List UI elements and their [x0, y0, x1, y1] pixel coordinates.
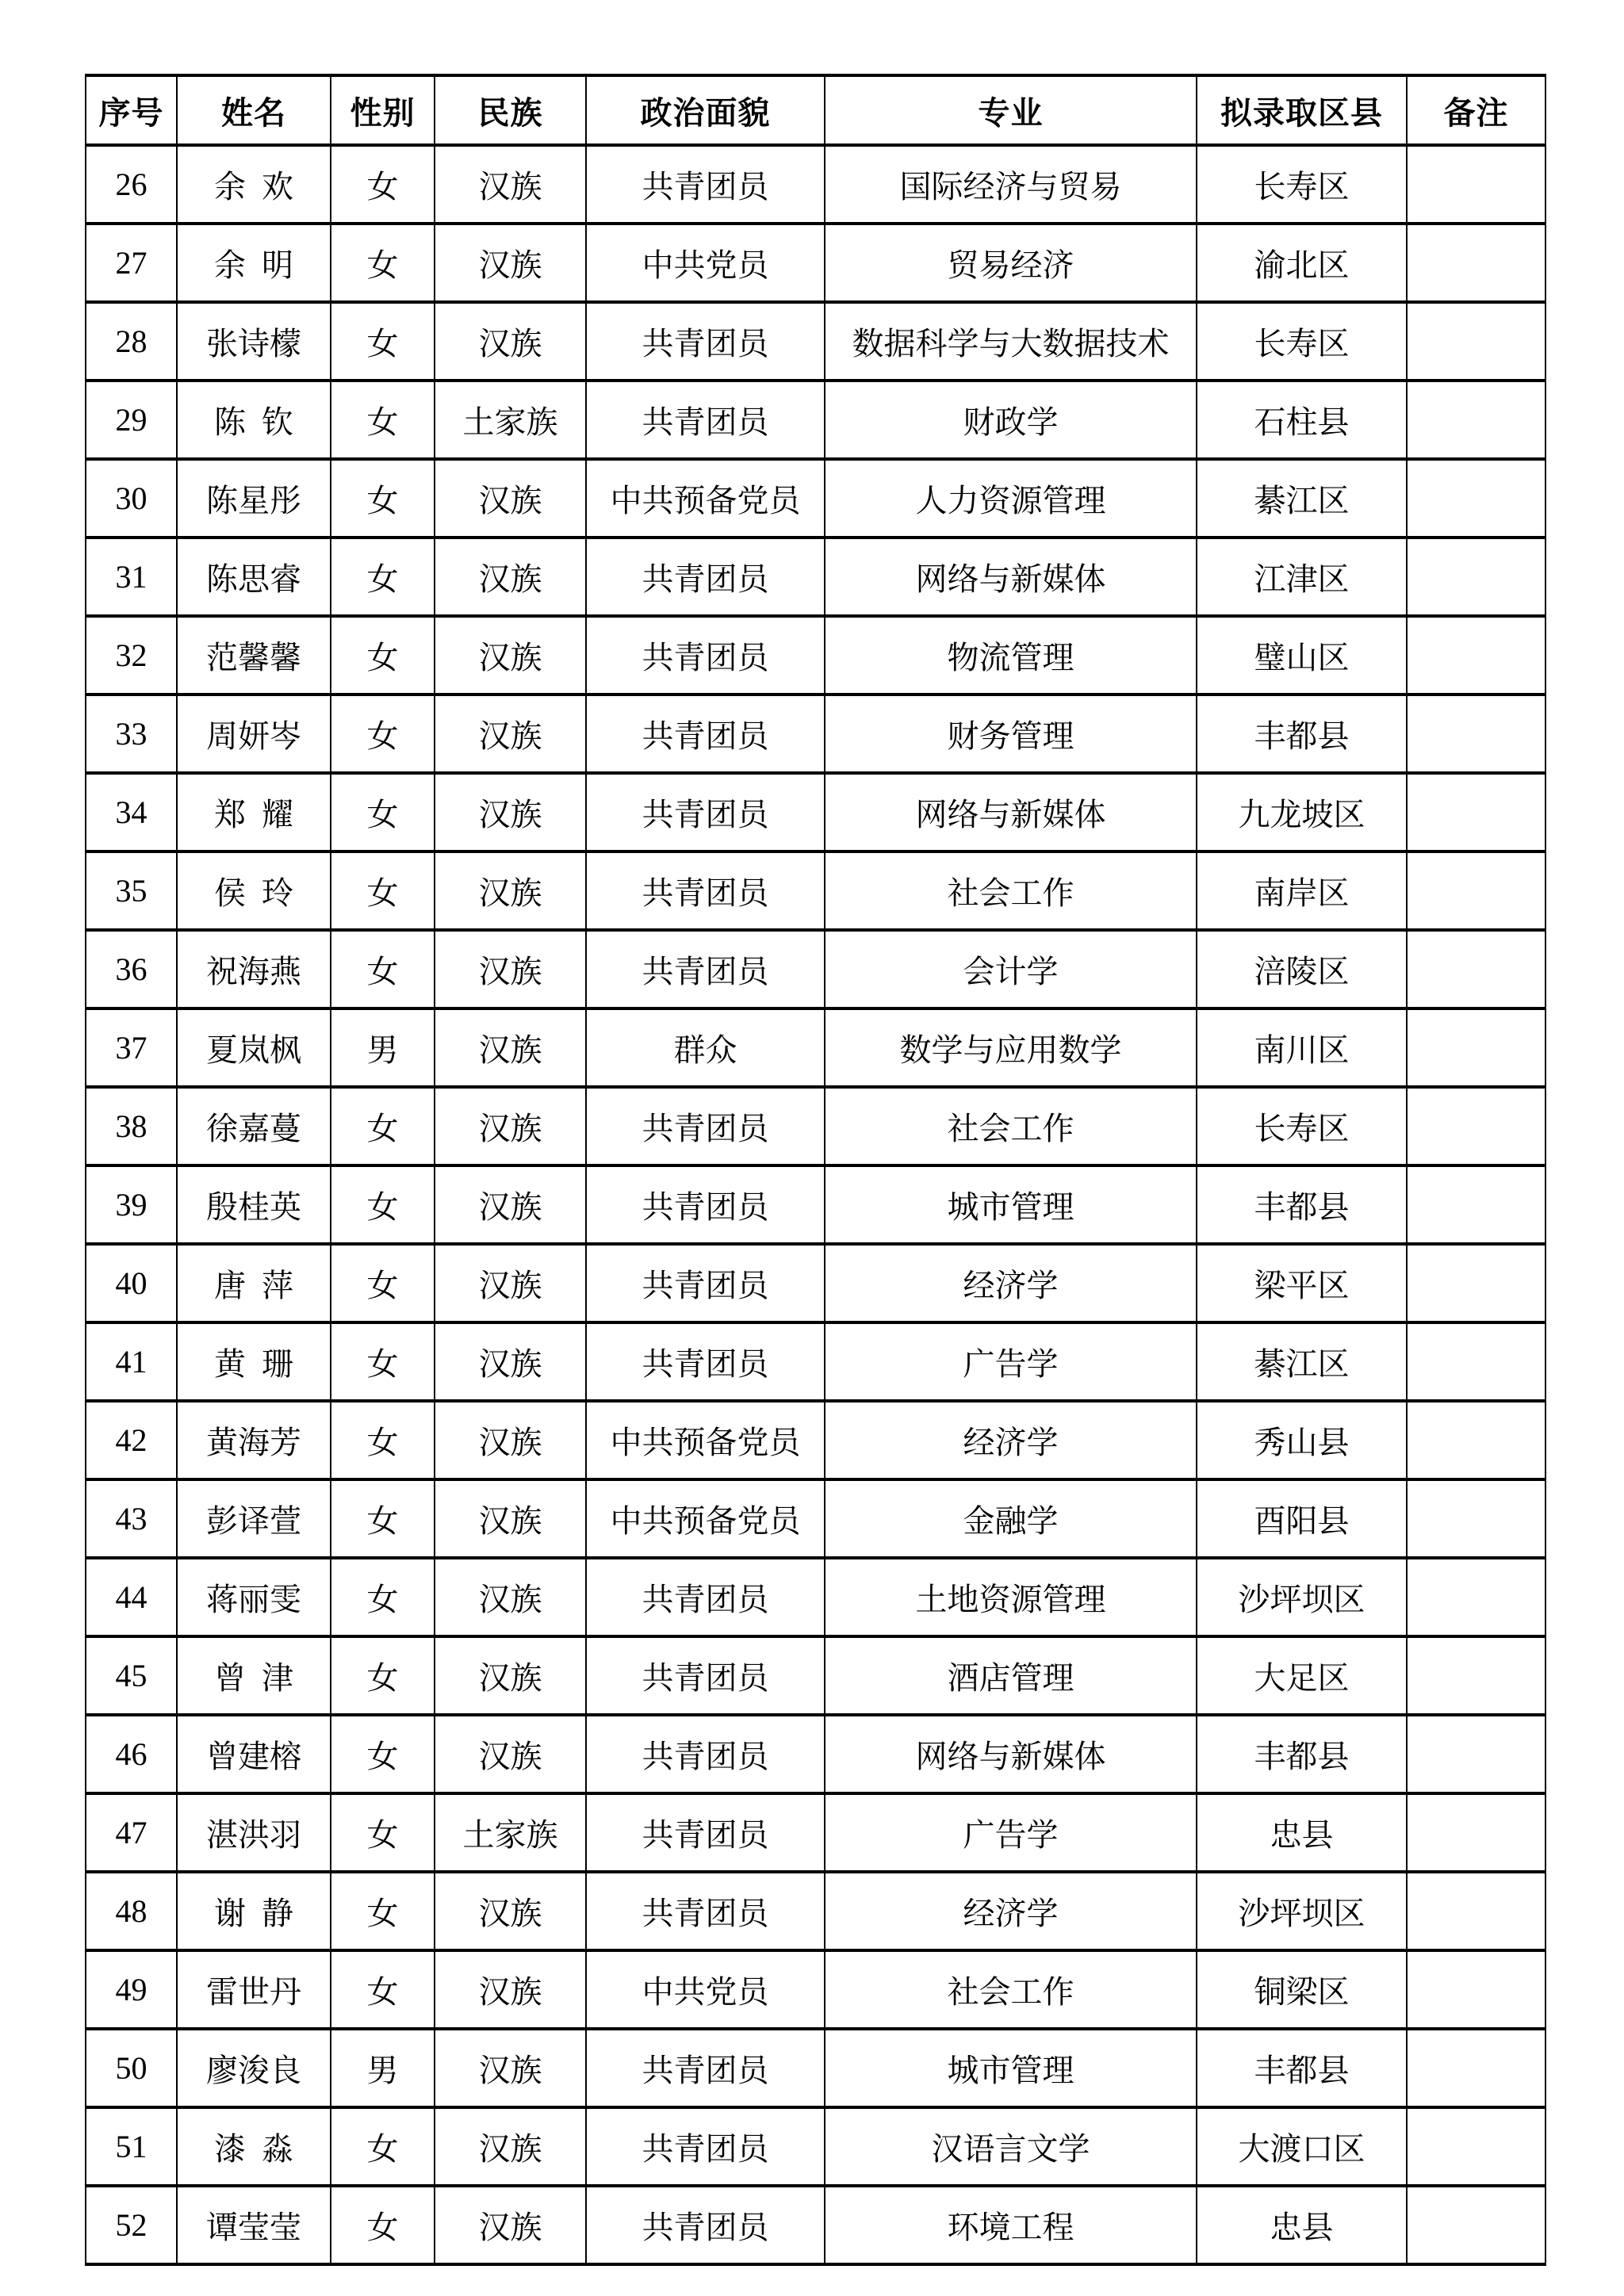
- table-cell: 26: [86, 145, 177, 224]
- table-cell: 汉族: [435, 1872, 586, 1950]
- table-cell: 殷桂英: [177, 1165, 331, 1244]
- table-row: [86, 1872, 1545, 1950]
- table-cell: 46: [86, 1715, 177, 1793]
- table-cell: 汉族: [435, 2029, 586, 2107]
- table-cell: 47: [86, 1793, 177, 1872]
- table-cell: 汉语言文学: [825, 2107, 1197, 2186]
- table-cell: [1407, 381, 1545, 459]
- table-cell: 忠县: [1197, 2186, 1407, 2264]
- table-cell: 南岸区: [1197, 851, 1407, 930]
- header-cell: 姓名: [177, 75, 331, 145]
- table-cell: 丰都县: [1197, 2029, 1407, 2107]
- table-cell: 38: [86, 1087, 177, 1165]
- table-cell: 城市管理: [825, 2029, 1197, 2107]
- table-header: [86, 75, 1545, 145]
- table-cell: 女: [331, 459, 435, 538]
- table-cell: 29: [86, 381, 177, 459]
- table-cell: [1407, 773, 1545, 851]
- table-cell: 共青团员: [586, 930, 825, 1008]
- header-cell: 备注: [1407, 75, 1545, 145]
- table-cell: 女: [331, 538, 435, 616]
- table-row: [86, 695, 1545, 773]
- table-cell: 汉族: [435, 1401, 586, 1479]
- table-cell: 陈思睿: [177, 538, 331, 616]
- table-cell: [1407, 1165, 1545, 1244]
- table-cell: 女: [331, 773, 435, 851]
- table-cell: 50: [86, 2029, 177, 2107]
- table-cell: 郑 耀: [177, 773, 331, 851]
- table-cell: 广告学: [825, 1322, 1197, 1401]
- table-cell: 数学与应用数学: [825, 1008, 1197, 1087]
- table-row: [86, 1715, 1545, 1793]
- admission-table: [85, 74, 1546, 2266]
- table-cell: 綦江区: [1197, 1322, 1407, 1401]
- table-cell: 湛洪羽: [177, 1793, 331, 1872]
- table-row: [86, 1008, 1545, 1087]
- table-cell: 女: [331, 1872, 435, 1950]
- table-cell: 女: [331, 616, 435, 695]
- table-cell: 陈星彤: [177, 459, 331, 538]
- table-cell: 44: [86, 1558, 177, 1636]
- table-row: [86, 2186, 1545, 2264]
- table-cell: 梁平区: [1197, 1244, 1407, 1322]
- table-cell: 曾 津: [177, 1636, 331, 1715]
- table-cell: 周妍岑: [177, 695, 331, 773]
- table-cell: [1407, 302, 1545, 381]
- header-cell: 民族: [435, 75, 586, 145]
- table-cell: 物流管理: [825, 616, 1197, 695]
- table-cell: 渝北区: [1197, 224, 1407, 302]
- table-cell: 忠县: [1197, 1793, 1407, 1872]
- table-cell: 经济学: [825, 1872, 1197, 1950]
- table-cell: 共青团员: [586, 2186, 825, 2264]
- table-cell: 汉族: [435, 1479, 586, 1558]
- table-cell: [1407, 616, 1545, 695]
- table-cell: [1407, 145, 1545, 224]
- table-cell: 城市管理: [825, 1165, 1197, 1244]
- table-cell: 共青团员: [586, 538, 825, 616]
- table-cell: [1407, 1244, 1545, 1322]
- table-cell: 彭译萱: [177, 1479, 331, 1558]
- table-cell: 37: [86, 1008, 177, 1087]
- table-cell: 大足区: [1197, 1636, 1407, 1715]
- table-cell: 经济学: [825, 1244, 1197, 1322]
- table-cell: 51: [86, 2107, 177, 2186]
- table-cell: 共青团员: [586, 851, 825, 930]
- header-cell: 序号: [86, 75, 177, 145]
- table-cell: 金融学: [825, 1479, 1197, 1558]
- table-cell: 女: [331, 1479, 435, 1558]
- table-cell: [1407, 1793, 1545, 1872]
- table-cell: 中共预备党员: [586, 1479, 825, 1558]
- table-cell: 徐嘉蔓: [177, 1087, 331, 1165]
- table-row: [86, 224, 1545, 302]
- table-cell: 中共党员: [586, 224, 825, 302]
- table-cell: 网络与新媒体: [825, 773, 1197, 851]
- table-cell: 42: [86, 1401, 177, 1479]
- table-cell: [1407, 1322, 1545, 1401]
- table-row: [86, 773, 1545, 851]
- table-cell: 汉族: [435, 1008, 586, 1087]
- table-row: [86, 538, 1545, 616]
- table-cell: 49: [86, 1950, 177, 2029]
- table-cell: [1407, 851, 1545, 930]
- table-cell: 大渡口区: [1197, 2107, 1407, 2186]
- table-cell: 陈 钦: [177, 381, 331, 459]
- table-cell: 女: [331, 1715, 435, 1793]
- table-cell: 汉族: [435, 1322, 586, 1401]
- table-cell: 39: [86, 1165, 177, 1244]
- table-cell: 30: [86, 459, 177, 538]
- table-cell: 45: [86, 1636, 177, 1715]
- table-cell: 璧山区: [1197, 616, 1407, 695]
- table-cell: 48: [86, 1872, 177, 1950]
- table-cell: 女: [331, 851, 435, 930]
- table-cell: 女: [331, 1950, 435, 2029]
- table-cell: 汉族: [435, 2107, 586, 2186]
- table-cell: 共青团员: [586, 1165, 825, 1244]
- table-cell: [1407, 1401, 1545, 1479]
- table-row: [86, 1087, 1545, 1165]
- table-cell: 女: [331, 1087, 435, 1165]
- table-row: [86, 1793, 1545, 1872]
- table-cell: 丰都县: [1197, 1165, 1407, 1244]
- table-cell: 贸易经济: [825, 224, 1197, 302]
- table-cell: 共青团员: [586, 2107, 825, 2186]
- table-cell: 漆 淼: [177, 2107, 331, 2186]
- table-cell: 数据科学与大数据技术: [825, 302, 1197, 381]
- table-cell: 群众: [586, 1008, 825, 1087]
- table-cell: 41: [86, 1322, 177, 1401]
- table-cell: 共青团员: [586, 1636, 825, 1715]
- table-cell: 汉族: [435, 224, 586, 302]
- table-cell: 汉族: [435, 1165, 586, 1244]
- table-cell: [1407, 2029, 1545, 2107]
- table-cell: 广告学: [825, 1793, 1197, 1872]
- table-cell: 汉族: [435, 2186, 586, 2264]
- table-cell: 男: [331, 1008, 435, 1087]
- table-cell: 侯 玲: [177, 851, 331, 930]
- table-cell: 财务管理: [825, 695, 1197, 773]
- table-cell: 谭莹莹: [177, 2186, 331, 2264]
- header-cell: 政治面貌: [586, 75, 825, 145]
- table-cell: 中共预备党员: [586, 1401, 825, 1479]
- table-cell: 27: [86, 224, 177, 302]
- table-cell: 女: [331, 1322, 435, 1401]
- table-cell: 廖浚良: [177, 2029, 331, 2107]
- table-cell: 女: [331, 1165, 435, 1244]
- table-cell: 40: [86, 1244, 177, 1322]
- table-cell: 黄 珊: [177, 1322, 331, 1401]
- table-cell: 女: [331, 695, 435, 773]
- table-cell: 女: [331, 2186, 435, 2264]
- table-row: [86, 616, 1545, 695]
- table-cell: 沙坪坝区: [1197, 1872, 1407, 1950]
- table-cell: 中共预备党员: [586, 459, 825, 538]
- table-cell: 土地资源管理: [825, 1558, 1197, 1636]
- table-cell: 女: [331, 1401, 435, 1479]
- header-row: [86, 75, 1545, 145]
- table-cell: 汉族: [435, 1715, 586, 1793]
- table-cell: 女: [331, 224, 435, 302]
- table-cell: [1407, 1558, 1545, 1636]
- table-cell: 土家族: [435, 381, 586, 459]
- table-row: [86, 145, 1545, 224]
- table-cell: 男: [331, 2029, 435, 2107]
- table-row: [86, 1558, 1545, 1636]
- table-cell: 丰都县: [1197, 1715, 1407, 1793]
- table-cell: 网络与新媒体: [825, 538, 1197, 616]
- table-cell: 女: [331, 302, 435, 381]
- table-cell: 人力资源管理: [825, 459, 1197, 538]
- table-cell: 共青团员: [586, 302, 825, 381]
- table-cell: [1407, 2186, 1545, 2264]
- table-cell: 江津区: [1197, 538, 1407, 616]
- table-row: [86, 1244, 1545, 1322]
- table-cell: 28: [86, 302, 177, 381]
- table-cell: 经济学: [825, 1401, 1197, 1479]
- table-cell: 34: [86, 773, 177, 851]
- table-cell: 酉阳县: [1197, 1479, 1407, 1558]
- table-cell: [1407, 1872, 1545, 1950]
- table-row: [86, 1322, 1545, 1401]
- table-cell: 网络与新媒体: [825, 1715, 1197, 1793]
- table-cell: 汉族: [435, 145, 586, 224]
- table-cell: 共青团员: [586, 695, 825, 773]
- table-cell: 32: [86, 616, 177, 695]
- table-cell: 丰都县: [1197, 695, 1407, 773]
- table-cell: 共青团员: [586, 773, 825, 851]
- table-cell: 共青团员: [586, 381, 825, 459]
- table-cell: 祝海燕: [177, 930, 331, 1008]
- table-cell: 汉族: [435, 1087, 586, 1165]
- table-cell: 43: [86, 1479, 177, 1558]
- table-cell: 谢 静: [177, 1872, 331, 1950]
- table-cell: 南川区: [1197, 1008, 1407, 1087]
- table-cell: 共青团员: [586, 616, 825, 695]
- table-body: [86, 145, 1545, 2264]
- table-cell: [1407, 1715, 1545, 1793]
- table-cell: 共青团员: [586, 145, 825, 224]
- table-row: [86, 930, 1545, 1008]
- table-cell: 涪陵区: [1197, 930, 1407, 1008]
- table-cell: 52: [86, 2186, 177, 2264]
- table-cell: [1407, 930, 1545, 1008]
- table-cell: 汉族: [435, 1950, 586, 2029]
- table-cell: 女: [331, 1244, 435, 1322]
- table-cell: 社会工作: [825, 1950, 1197, 2029]
- table-cell: [1407, 1008, 1545, 1087]
- table-cell: [1407, 1636, 1545, 1715]
- table-cell: 九龙坡区: [1197, 773, 1407, 851]
- table-cell: 长寿区: [1197, 302, 1407, 381]
- table-row: [86, 1479, 1545, 1558]
- table-cell: 共青团员: [586, 1244, 825, 1322]
- table-cell: 汉族: [435, 1558, 586, 1636]
- table-cell: 社会工作: [825, 851, 1197, 930]
- table-cell: 环境工程: [825, 2186, 1197, 2264]
- table-row: [86, 2029, 1545, 2107]
- table-cell: [1407, 459, 1545, 538]
- table-cell: 36: [86, 930, 177, 1008]
- table-cell: 共青团员: [586, 1793, 825, 1872]
- table-cell: 35: [86, 851, 177, 930]
- table-cell: [1407, 1479, 1545, 1558]
- table-row: [86, 851, 1545, 930]
- table-cell: 汉族: [435, 773, 586, 851]
- table-cell: 石柱县: [1197, 381, 1407, 459]
- table-row: [86, 302, 1545, 381]
- header-cell: 拟录取区县: [1197, 75, 1407, 145]
- table-cell: 女: [331, 2107, 435, 2186]
- table-cell: 33: [86, 695, 177, 773]
- table-cell: 汉族: [435, 1636, 586, 1715]
- table-cell: 社会工作: [825, 1087, 1197, 1165]
- table-cell: 蒋丽雯: [177, 1558, 331, 1636]
- table-cell: 土家族: [435, 1793, 586, 1872]
- table-row: [86, 459, 1545, 538]
- table-cell: 铜梁区: [1197, 1950, 1407, 2029]
- table-cell: 范馨馨: [177, 616, 331, 695]
- table-cell: 汉族: [435, 538, 586, 616]
- table-row: [86, 1165, 1545, 1244]
- header-cell: 专业: [825, 75, 1197, 145]
- table-cell: 女: [331, 1793, 435, 1872]
- table-row: [86, 1950, 1545, 2029]
- table-cell: 共青团员: [586, 1558, 825, 1636]
- table-cell: 共青团员: [586, 1322, 825, 1401]
- table-cell: [1407, 695, 1545, 773]
- table-cell: 汉族: [435, 616, 586, 695]
- table-cell: 长寿区: [1197, 145, 1407, 224]
- table-cell: 共青团员: [586, 2029, 825, 2107]
- table-cell: 汉族: [435, 851, 586, 930]
- table-cell: [1407, 538, 1545, 616]
- document-page: [85, 74, 1546, 2266]
- table-cell: [1407, 1087, 1545, 1165]
- table-cell: 财政学: [825, 381, 1197, 459]
- table-cell: 女: [331, 1636, 435, 1715]
- header-cell: 性别: [331, 75, 435, 145]
- table-cell: 中共党员: [586, 1950, 825, 2029]
- table-cell: 国际经济与贸易: [825, 145, 1197, 224]
- table-cell: 汉族: [435, 1244, 586, 1322]
- table-cell: 31: [86, 538, 177, 616]
- table-cell: 汉族: [435, 695, 586, 773]
- table-cell: 共青团员: [586, 1087, 825, 1165]
- table-cell: 女: [331, 930, 435, 1008]
- table-cell: 唐 萍: [177, 1244, 331, 1322]
- table-cell: [1407, 2107, 1545, 2186]
- table-cell: 余 欢: [177, 145, 331, 224]
- table-cell: 酒店管理: [825, 1636, 1197, 1715]
- table-cell: 汉族: [435, 930, 586, 1008]
- table-cell: 雷世丹: [177, 1950, 331, 2029]
- table-cell: 余 明: [177, 224, 331, 302]
- table-cell: 汉族: [435, 459, 586, 538]
- table-cell: 女: [331, 145, 435, 224]
- table-cell: 夏岚枫: [177, 1008, 331, 1087]
- table-row: [86, 381, 1545, 459]
- table-cell: 秀山县: [1197, 1401, 1407, 1479]
- table-cell: 沙坪坝区: [1197, 1558, 1407, 1636]
- table-cell: [1407, 1950, 1545, 2029]
- table-cell: 长寿区: [1197, 1087, 1407, 1165]
- table-cell: 女: [331, 1558, 435, 1636]
- table-cell: 綦江区: [1197, 459, 1407, 538]
- table-cell: 共青团员: [586, 1715, 825, 1793]
- table-cell: 会计学: [825, 930, 1197, 1008]
- table-cell: 汉族: [435, 302, 586, 381]
- table-row: [86, 1636, 1545, 1715]
- table-cell: 共青团员: [586, 1872, 825, 1950]
- table-cell: [1407, 224, 1545, 302]
- table-cell: 黄海芳: [177, 1401, 331, 1479]
- table-row: [86, 2107, 1545, 2186]
- table-cell: 张诗檬: [177, 302, 331, 381]
- table-row: [86, 1401, 1545, 1479]
- table-cell: 曾建榕: [177, 1715, 331, 1793]
- table-cell: 女: [331, 381, 435, 459]
